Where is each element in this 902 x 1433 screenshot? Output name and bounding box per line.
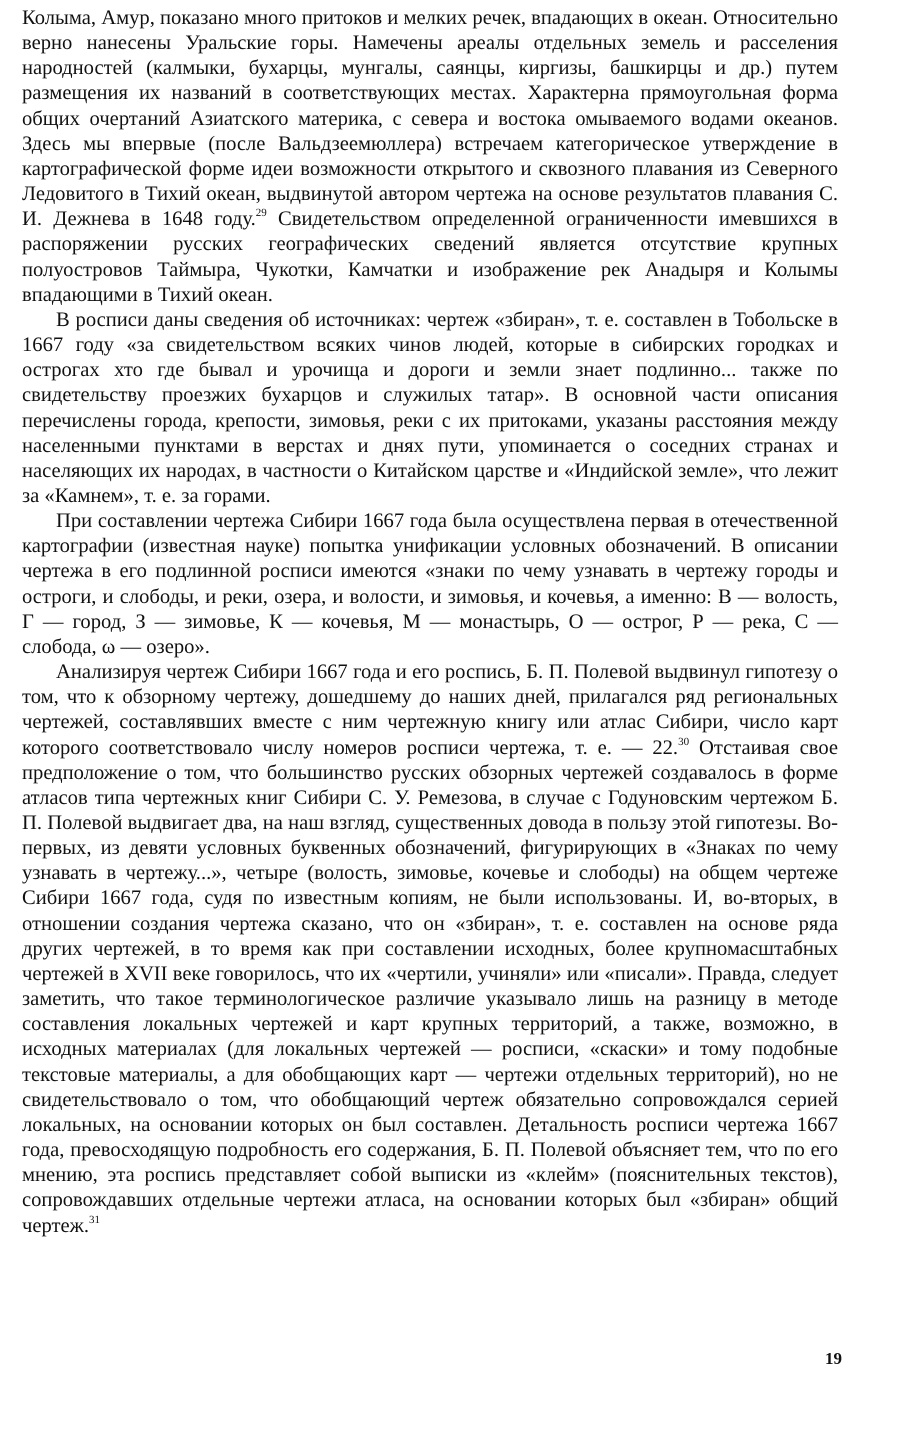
paragraph-1-tail: Свидетельством определенной ограниченности имевшихся в распоряжении русских географических сведений является отсутствие крупных полуостровов Таймыра, Чукотки, Камчатки и изображение рек Анадыря и Колымы впадающими в Тихий океан.	[22, 208, 838, 306]
page-number: 19	[825, 1349, 842, 1368]
paragraph-1-text: Колыма, Амур, показано много притоков и мелких речек, впадающих в океан. Относительно верно нанесены Уральские горы. Намечены ареалы отдельных земель и расселения народностей (калмыки, бухарцы, мунгалы, саянцы, киргизы, башкирцы и др.) путем размещения их названий в соответствующих местах. Характерна прямоугольная форма общих очертаний Азиатского материка, с севера и востока омываемого водами океанов. Здесь мы впервые (после Вальдзеемюллера) встречаем категорическое утверждение в картографической форме идеи возможности открытого и сквозного плавания из Северного Ледовитого в Тихий океан, выдвинутой автором чертежа на основе результатов плавания С. И. Дежнева в 1648 году.	[22, 7, 838, 231]
paragraph-1	[22, 6, 838, 308]
footnote-ref-31: 31	[89, 1213, 101, 1226]
paragraph-2-text: В росписи даны сведения об источниках: чертеж «збиран», т. е. составлен в Тобольске в 1667 году «за свидетельством всяких чинов людей, которые в сибирских городках и острогах хто где бывал и урочища и дороги и земли знает подлинно... также по свидетельству проезжих бухарцов и служилых татар». В основной части описания перечислены города, крепости, зимовья, реки с их притоками, указаны расстояния между населенными пунктами в верстах и днях пути, упоминается о соседних странах и населяющих их народах, в частности о Китайском царстве и «Индийской земле», что лежит за «Камнем», т. е. за горами.	[22, 308, 838, 507]
paragraph-4-tail: Отстаивая свое предположение о том, что большинство русских обзорных чертежей создавалось в форме атласов типа чертежных книг Сибири С. У. Ремезова, в случае с Годуновским чертежом Б. П. Полевой выдвигает два, на наш взгляд, существенных довода в пользу этой гипотезы. Во-первых, из девяти условных буквенных обозначений, фигурирующих в «Знаках по чему узнавать в чертежу...», четыре (волость, зимовье, кочевье и слободы) на общем чертеже Сибири 1667 года, судя по известным копиям, не были использованы. И, во-вторых, в отношении создания чертежа сказано, что он «збиран», т. е. составлен на основе ряда других чертежей, в то время как при составлении исходных, более крупномасштабных чертежей в XVII веке говорилось, что их «чертили, учиняли» или «писали». Правда, следует заметить, что такое терминологическое различие указывало лишь на разницу в методе составления локальных чертежей и карт крупных территорий, а также, возможно, в исходных материалах (для локальных чертежей — росписи, «скаски» и тому подобные текстовые материалы, а для обобщающих карт — чертежи отдельных территорий), но не свидетельствовало о том, что обобщающий чертеж обязательно сопровождался серией локальных, на основании которых он был составлен. Детальность росписи чертежа 1667 года, превосходящую подробность его содержания, Б. П. Полевой объясняет тем, что по его мнению, эта роспись представляет собой выписки из «клейм» (пояснительных текстов), сопровождавших отдельные чертежи атласа, на основании которых был «збиран» общий чертеж.	[22, 736, 839, 1237]
paragraph-4-text: Анализируя чертеж Сибири 1667 года и его роспись, Б. П. Полевой выдвинул гипотезу о том, что к обзорному чертежу, дошедшему до наших дней, прилагался ряд региональных чертежей, составлявших вместе с ним чертежную книгу или атлас Сибири, число карт которого соответствовало числу номеров росписи чертежа, т. е. — 22.	[22, 661, 838, 759]
paragraph-3	[22, 509, 838, 660]
page-body	[22, 6, 838, 1239]
footnote-ref-30: 30	[678, 735, 690, 748]
paragraph-3-text: При составлении чертежа Сибири 1667 года была осуществлена первая в отечественной картографии (известная науке) попытка унификации условных обозначений. В описании чертежа в его подлинной росписи имеются «знаки по чему узнавать в чертежу городы и остроги, и слободы, и реки, озера, и волости, и зимовья, и кочевья, а именно: В — волость, Г — город, З — зимовье, К — кочевья, М — монастырь, О — острог, Р — река, С — слобода, ω — озеро».	[22, 510, 838, 658]
paragraph-2	[22, 308, 838, 509]
paragraph-4	[22, 660, 838, 1239]
footnote-ref-29: 29	[255, 207, 267, 220]
